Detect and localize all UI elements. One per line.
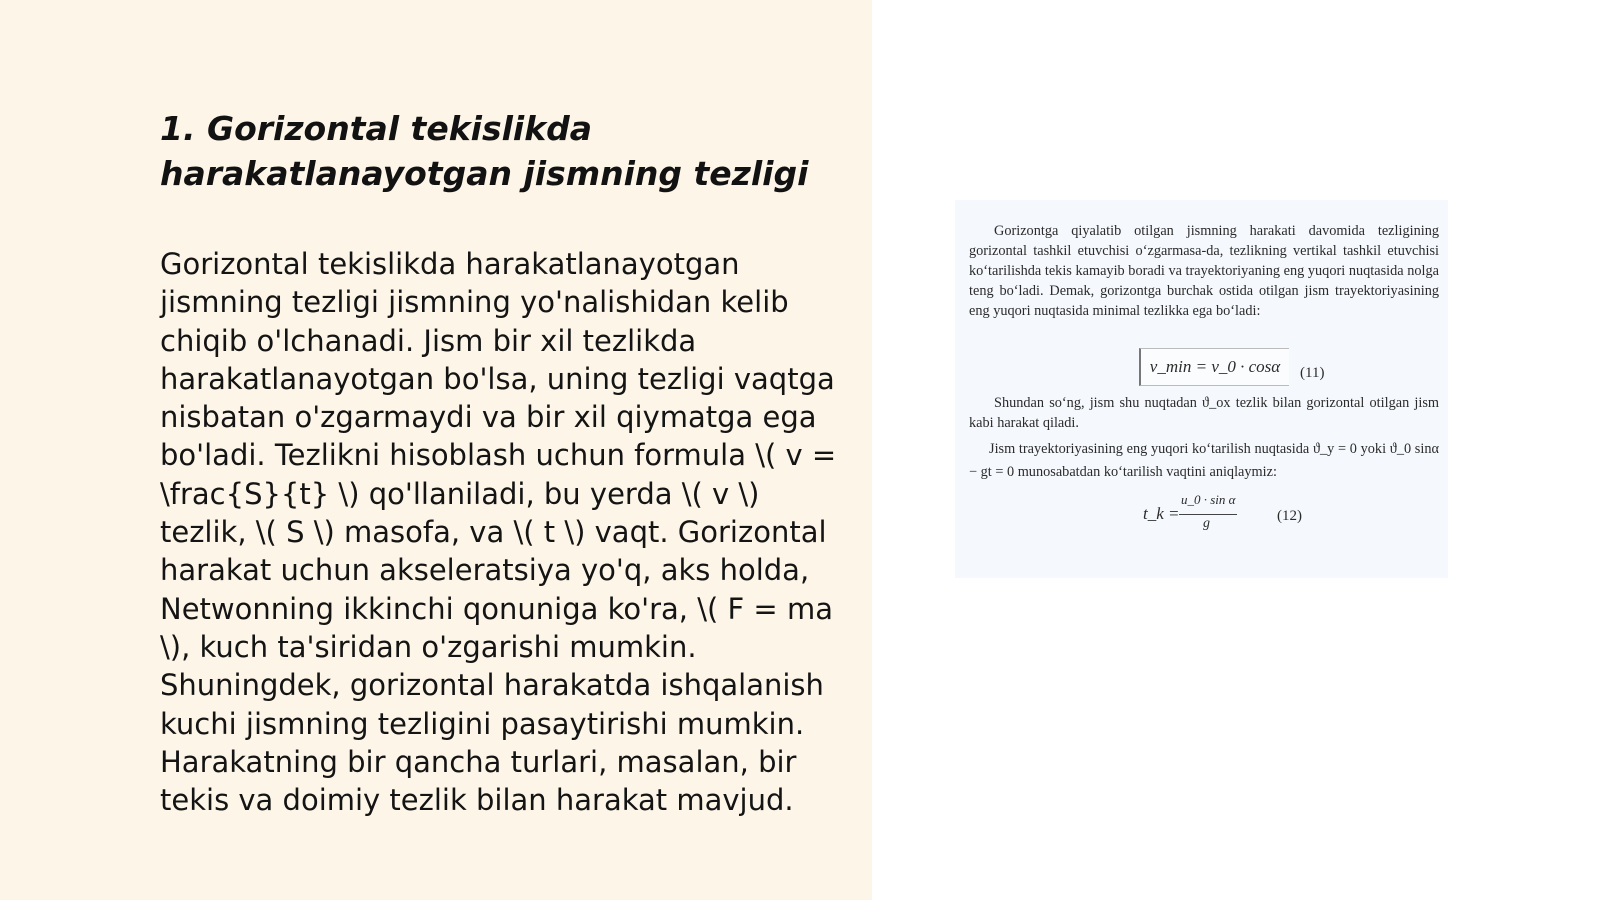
excerpt-paragraph-1: Gorizontga qiyalatib otilgan jismning harakati davomida tezligining gorizontal tashkil etuvchisi o‘zgarmasa-da, tezlikning vertikal tashkil etuvchisi ko‘tarilishda tekis kamayib boradi va trayektoriyaning eng yuqori nuqtasida nolga teng bo‘ladi. Demak, gorizontga burchak ostida otilgan jism trayektoriyasining eng yuqori nuqtasida minimal tezlikka ega bo‘ladi: — [969, 223, 1439, 319]
formula-12 — [1143, 492, 1253, 538]
formula-11: v_min = v_0 · cosα — [1139, 348, 1289, 386]
excerpt-paragraph-2: Shundan so‘ng, jism shu nuqtadan ϑ_ox tezlik bilan gorizontal otilgan jism kabi harakat qiladi. — [969, 395, 1439, 431]
equation-number-11: (11) — [1300, 365, 1325, 381]
textbook-excerpt-image — [955, 200, 1448, 578]
equation-number-12: (12) — [1277, 508, 1302, 524]
excerpt-paragraph-3: Jism trayektoriyasining eng yuqori ko‘tarilish nuqtasida ϑ_y = 0 yoki ϑ_0 sinα − gt = 0 munosabatdan ko‘tarilish vaqtini aniqlaymiz: — [969, 441, 1439, 480]
formula-12-numerator: u_0 · sin α — [1181, 492, 1236, 507]
slide-body-text: Gorizontal tekislikda harakatlanayotgan jismning tezligi jismning yo'nalishidan kelib chiqib o'lchanadi. Jism bir xil tezlikda harakatlanayotgan bo'lsa, uning tezligi vaqtga nisbatan o'zgarmaydi va bir xil qiymatga ega bo'ladi. Tezlikni hisoblash uchun formula \( v = \frac{S}{t} \) qo'llaniladi, bu yerda \( v \) tezlik, \( S \) masofa, va \( t \) vaqt. Gorizontal harakat uchun akseleratsiya yo'q, aks holda, Netwonning ikkinchi qonuniga ko'ra, \( F = ma \), kuch ta'siridan o'zgarishi mumkin. Shuningdek, gorizontal harakatda ishqalanish kuchi jismning tezligini pasaytirishi mumkin. Harakatning bir qancha turlari, masalan, bir tekis va doimiy tezlik bilan harakat mavjud. — [160, 247, 837, 818]
fraction-bar — [1179, 514, 1237, 515]
formula-12-denominator: g — [1203, 516, 1210, 531]
slide-title: 1. Gorizontal tekislikda harakatlanayotgan jismning tezligi — [160, 109, 809, 193]
formula-12-lhs: t_k = — [1143, 504, 1180, 523]
